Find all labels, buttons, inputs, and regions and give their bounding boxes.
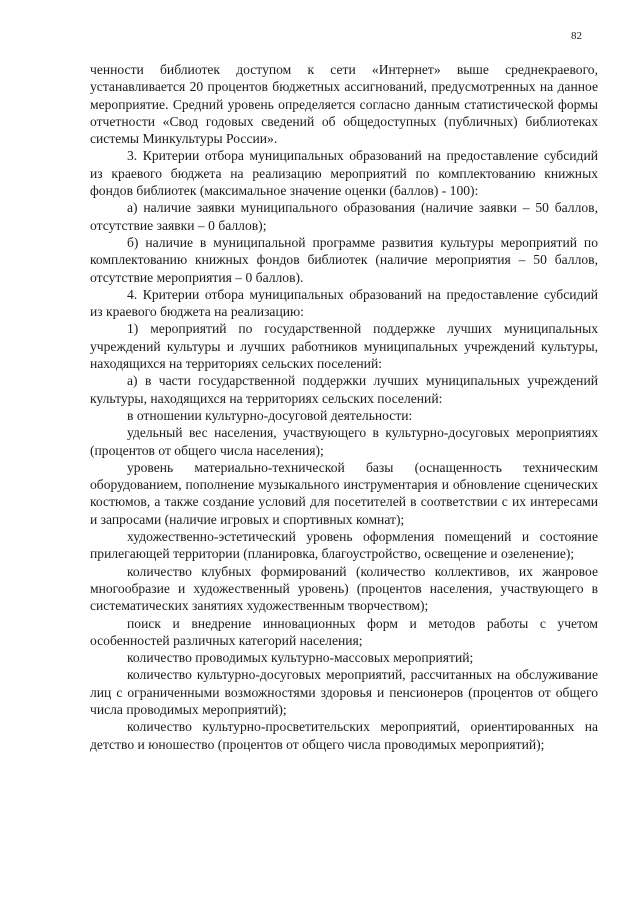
paragraph-list-item: количество проводимых культурно-массовых мероприятий; <box>127 650 474 666</box>
paragraph-criteria-4: 4. Критерии отбора муниципальных образований на предоставление субсидий из краевого бюджета на реализацию: <box>90 286 598 320</box>
paragraph-subitem-a: а) в части государственной поддержки лучших муниципальных учреждений культуры, находящихся на территориях сельских поселений: <box>90 373 598 406</box>
paragraph-leisure-heading: в отношении культурно-досуговой деятельности: <box>127 407 413 423</box>
paragraph-item-a: а) наличие заявки муниципального образования (наличие заявки – 50 баллов, отсутствие заявки – 0 баллов); <box>90 200 598 233</box>
paragraph-list-item: уровень материально-технической базы (оснащенность техническим оборудованием, пополнение музыкального инструментария и обновление сценических костюмов, а также создание условий для посетителей в соответствии с их интересами и запросами (наличие игровых и спортивных комнат); <box>90 459 598 527</box>
paragraph-list-item: количество культурно-просветительских мероприятий, ориентированных на детство и юношество (процентов от общего числа проводимых мероприятий); <box>90 719 598 752</box>
paragraph-criteria-3: 3. Критерии отбора муниципальных образований на предоставление субсидий из краевого бюджета на реализацию мероприятий по комплектованию книжных фондов библиотек (максимальное значение оценки (баллов) - 100): <box>90 148 598 199</box>
paragraph-list-item: количество клубных формирований (количество коллективов, их жанровое многообразие и художественный уровень) (процентов населения, участвующего в систематических занятиях художественным творчеством); <box>90 563 598 614</box>
paragraph-list-item: количество культурно-досуговых мероприятий, рассчитанных на обслуживание лиц с ограниченными возможностями здоровья и пенсионеров (процентов от общего числа проводимых мероприятий); <box>90 667 598 717</box>
body-text <box>90 61 598 753</box>
page-number: 82 <box>571 30 582 42</box>
paragraph-list-item: художественно-эстетический уровень оформления помещений и состояние прилегающей территории (планировка, благоустройство, освещение и озеленение); <box>90 529 598 562</box>
paragraph-list-item: удельный вес населения, участвующего в культурно-досуговых мероприятиях (процентов от общего числа населения); <box>90 425 598 458</box>
paragraph-list-item: поиск и внедрение инновационных форм и методов работы с учетом особенностей различных категорий населения; <box>90 615 598 648</box>
paragraph-subitem-1: 1) мероприятий по государственной поддержке лучших муниципальных учреждений культуры и лучших работников муниципальных учреждений культуры, находящихся на территориях сельских поселений: <box>90 321 598 372</box>
paragraph-item-b: б) наличие в муниципальной программе развития культуры мероприятий по комплектованию книжных фондов библиотек (наличие мероприятия – 50 баллов, отсутствие мероприятия – 0 баллов). <box>90 234 598 285</box>
paragraph-continuation: ченности библиотек доступом к сети «Интернет» выше среднекраевого, устанавливается 20 процентов бюджетных ассигнований, предусмотренных на данное мероприятие. Средний уровень определяется согласно данным статистической формы отчетности «Свод годовых сведений об общедоступных (публичных) библиотеках системы Минкультуры России». <box>90 62 598 147</box>
